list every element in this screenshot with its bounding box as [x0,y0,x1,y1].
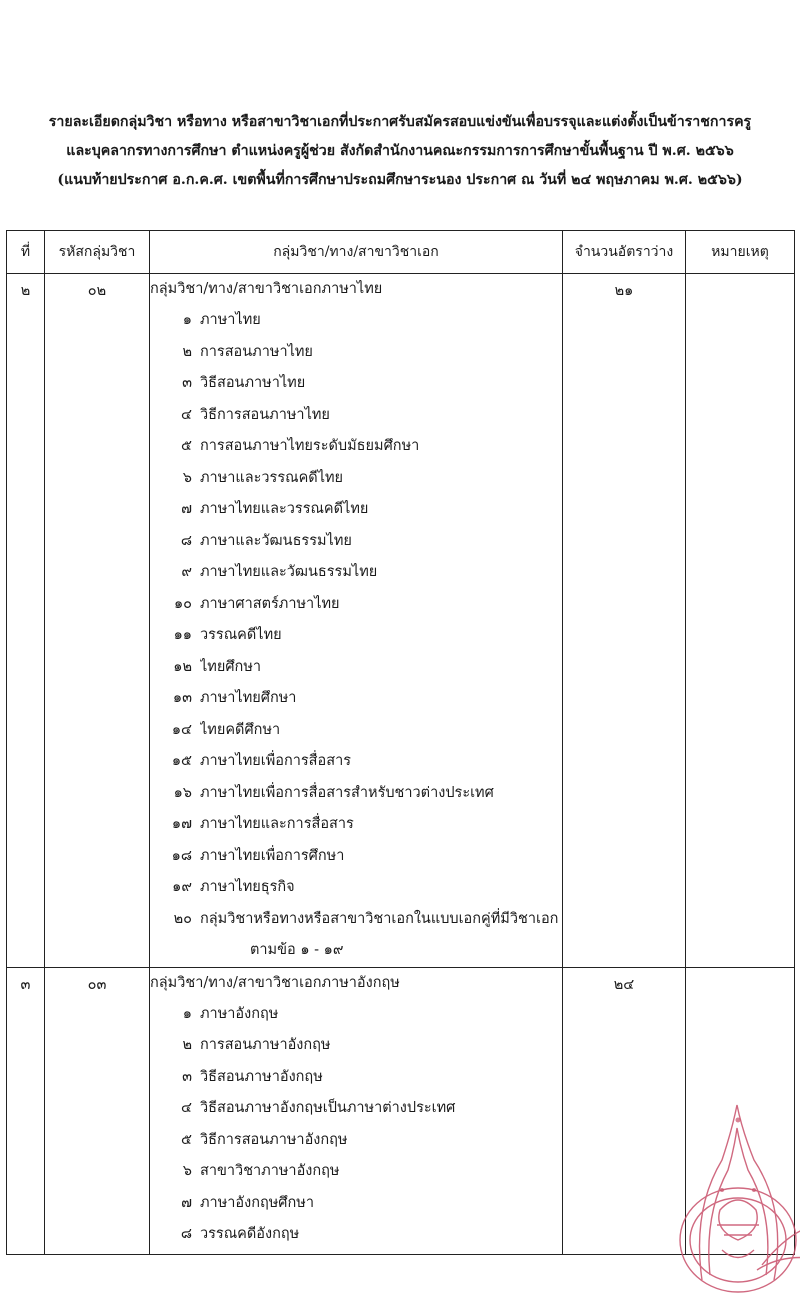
row-subject-cell [150,274,563,968]
row-code: ๐๒ [87,283,107,299]
list-item [150,557,562,589]
item-number: ๖ [182,469,192,486]
list-item [150,1062,562,1094]
list-item [150,368,562,400]
item-number: ๗ [181,501,192,517]
item-text: ตามข้อ ๑ - ๑๙ [250,942,344,958]
list-item [150,809,562,841]
list-item [150,652,562,684]
list-item [150,872,562,904]
item-number: ๑ [182,312,192,328]
row-no: ๒ [20,283,31,299]
header-count: จำนวนอัตราว่าง [563,231,686,274]
list-item [150,526,562,558]
item-text: ภาษาไทยและการสื่อสาร [200,816,354,832]
header-line-2: และบุคลากรทางการศึกษา ตำแหน่งครูผู้ช่วย สังกัดสำนักงานคณะกรรมการการศึกษาขั้นพื้นฐาน ปี พ.ศ. ๒๕๖๖ [66,143,734,159]
item-text: การสอนภาษาไทย [200,343,313,360]
list-item [150,778,562,810]
row-count: ๒๔ [613,976,635,993]
list-item [150,904,562,936]
row-no: ๓ [20,976,31,993]
group-title: กลุ่มวิชา/ทาง/สาขาวิชาเอกภาษาไทย [150,281,383,297]
item-number: ๙ [181,564,192,580]
item-number: ๑๒ [173,658,192,675]
list-item [150,746,562,778]
list-item [150,1219,562,1251]
item-number [150,935,200,967]
item-text: ไทยศึกษา [200,658,262,675]
list-item [150,400,562,432]
header-line-1: รายละเอียดกลุ่มวิชา หรือทาง หรือสาขาวิชาเอกที่ประกาศรับสมัครสอบแข่งขันเพื่อบรรจุและแต่งตั้งเป็นข้าราชการครู [48,114,752,130]
item-text: สาขาวิชาภาษาอังกฤษ [200,1163,340,1179]
list-item [150,715,562,747]
header-note: หมายเหตุ [686,231,795,274]
item-text: ภาษาไทยเพื่อการสื่อสาร [200,753,352,769]
item-text: กลุ่มวิชาหรือทางหรือสาขาวิชาเอกในแบบเอกคู่ที่มีวิชาเอก [200,910,559,927]
list-item-continued [150,935,562,967]
item-text: ภาษาไทยเพื่อการศึกษา [200,847,345,864]
header-no: ที่ [7,231,45,274]
row-count: ๒๑ [614,283,634,299]
item-number: ๓ [182,1068,192,1085]
list-item [150,337,562,369]
item-text: การสอนภาษาไทยระดับมัธยมศึกษา [200,438,420,454]
item-text: ภาษาไทยเพื่อการสื่อสารสำหรับชาวต่างประเทศ [200,784,494,801]
item-number: ๕ [181,438,192,454]
item-number: ๑ [182,1005,192,1022]
item-text: วิธีการสอนภาษาอังกฤษ [200,1131,348,1148]
list-item [150,431,562,463]
item-number: ๗ [181,1194,192,1211]
list-item [150,683,562,715]
item-text: ภาษาอังกฤษศึกษา [200,1194,314,1211]
row-count-cell [563,274,686,968]
item-text: ภาษาไทย [200,312,261,328]
group-title: กลุ่มวิชา/ทาง/สาขาวิชาเอกภาษาอังกฤษ [150,974,400,991]
item-text: ภาษาไทยและวรรณคดีไทย [200,501,369,517]
item-text: วิธีสอนภาษาไทย [200,375,306,391]
item-text: การสอนภาษาอังกฤษ [200,1037,331,1053]
list-item [150,620,562,652]
row-no-cell [7,967,45,1255]
list-item [150,1030,562,1062]
item-number: ๑๑ [173,627,192,643]
item-number: ๑๖ [173,784,192,801]
item-number: ๒๐ [173,910,192,927]
item-number: ๑๐ [173,595,192,612]
item-text: ภาษาอังกฤษ [200,1005,279,1022]
item-number: ๘ [180,532,192,549]
item-number: ๒ [182,1037,192,1053]
row-subject-cell [150,967,563,1255]
document-header [0,108,800,195]
item-text: วรรณคดีไทย [200,627,282,643]
item-number: ๑๘ [171,847,192,864]
row-note-cell [686,274,795,968]
list-item [150,305,562,337]
item-text: วิธีสอนภาษาอังกฤษ [200,1068,323,1085]
item-number: ๒ [182,343,192,360]
item-number: ๓ [182,375,192,391]
list-item [150,999,562,1031]
item-number: ๑๔ [171,721,192,738]
list-item [150,841,562,873]
header-code: รหัสกลุ่มวิชา [45,231,150,274]
item-number: ๑๙ [172,879,192,895]
item-text: ภาษาไทยและวัฒนธรรมไทย [200,564,378,580]
list-item [150,589,562,621]
item-text: ภาษาศาสตร์ภาษาไทย [200,595,340,612]
item-text: ไทยคดีศึกษา [200,721,281,738]
row-code-cell [45,967,150,1255]
item-text: วิธีสอนภาษาอังกฤษเป็นภาษาต่างประเทศ [200,1100,456,1116]
item-text: ภาษาและวัฒนธรรมไทย [200,532,352,549]
item-text: วิธีการสอนภาษาไทย [200,406,330,423]
official-seal-icon [662,1090,800,1300]
list-item [150,1125,562,1157]
row-code-cell [45,274,150,968]
item-number: ๔ [181,1100,192,1116]
list-item [150,1188,562,1220]
item-text: ภาษาไทยศึกษา [200,690,297,706]
item-number: ๖ [182,1163,192,1179]
list-item [150,1156,562,1188]
list-item [150,463,562,495]
item-text: ภาษาและวรรณคดีไทย [200,469,344,486]
item-number: ๘ [180,1226,192,1242]
table-header-row [7,231,795,274]
header-subject: กลุ่มวิชา/ทาง/สาขาวิชาเอก [150,231,563,274]
list-item [150,494,562,526]
item-number: ๑๕ [171,753,192,769]
item-number: ๑๓ [172,690,192,706]
list-item [150,1093,562,1125]
row-no-cell [7,274,45,968]
item-number: ๕ [181,1131,192,1148]
row-code: ๐๓ [87,976,107,993]
item-number: ๑๗ [171,816,192,832]
item-number: ๔ [181,406,192,423]
header-line-3: (แนบท้ายประกาศ อ.ก.ค.ศ. เขตพื้นที่การศึกษาประถมศึกษาระนอง ประกาศ ณ วันที่ ๒๔ พฤษภาคม พ.ศ. ๒๕๖๖) [57,172,743,188]
item-text: ภาษาไทยธุรกิจ [200,879,295,895]
table-row [7,274,795,968]
item-text: วรรณคดีอังกฤษ [200,1226,300,1242]
